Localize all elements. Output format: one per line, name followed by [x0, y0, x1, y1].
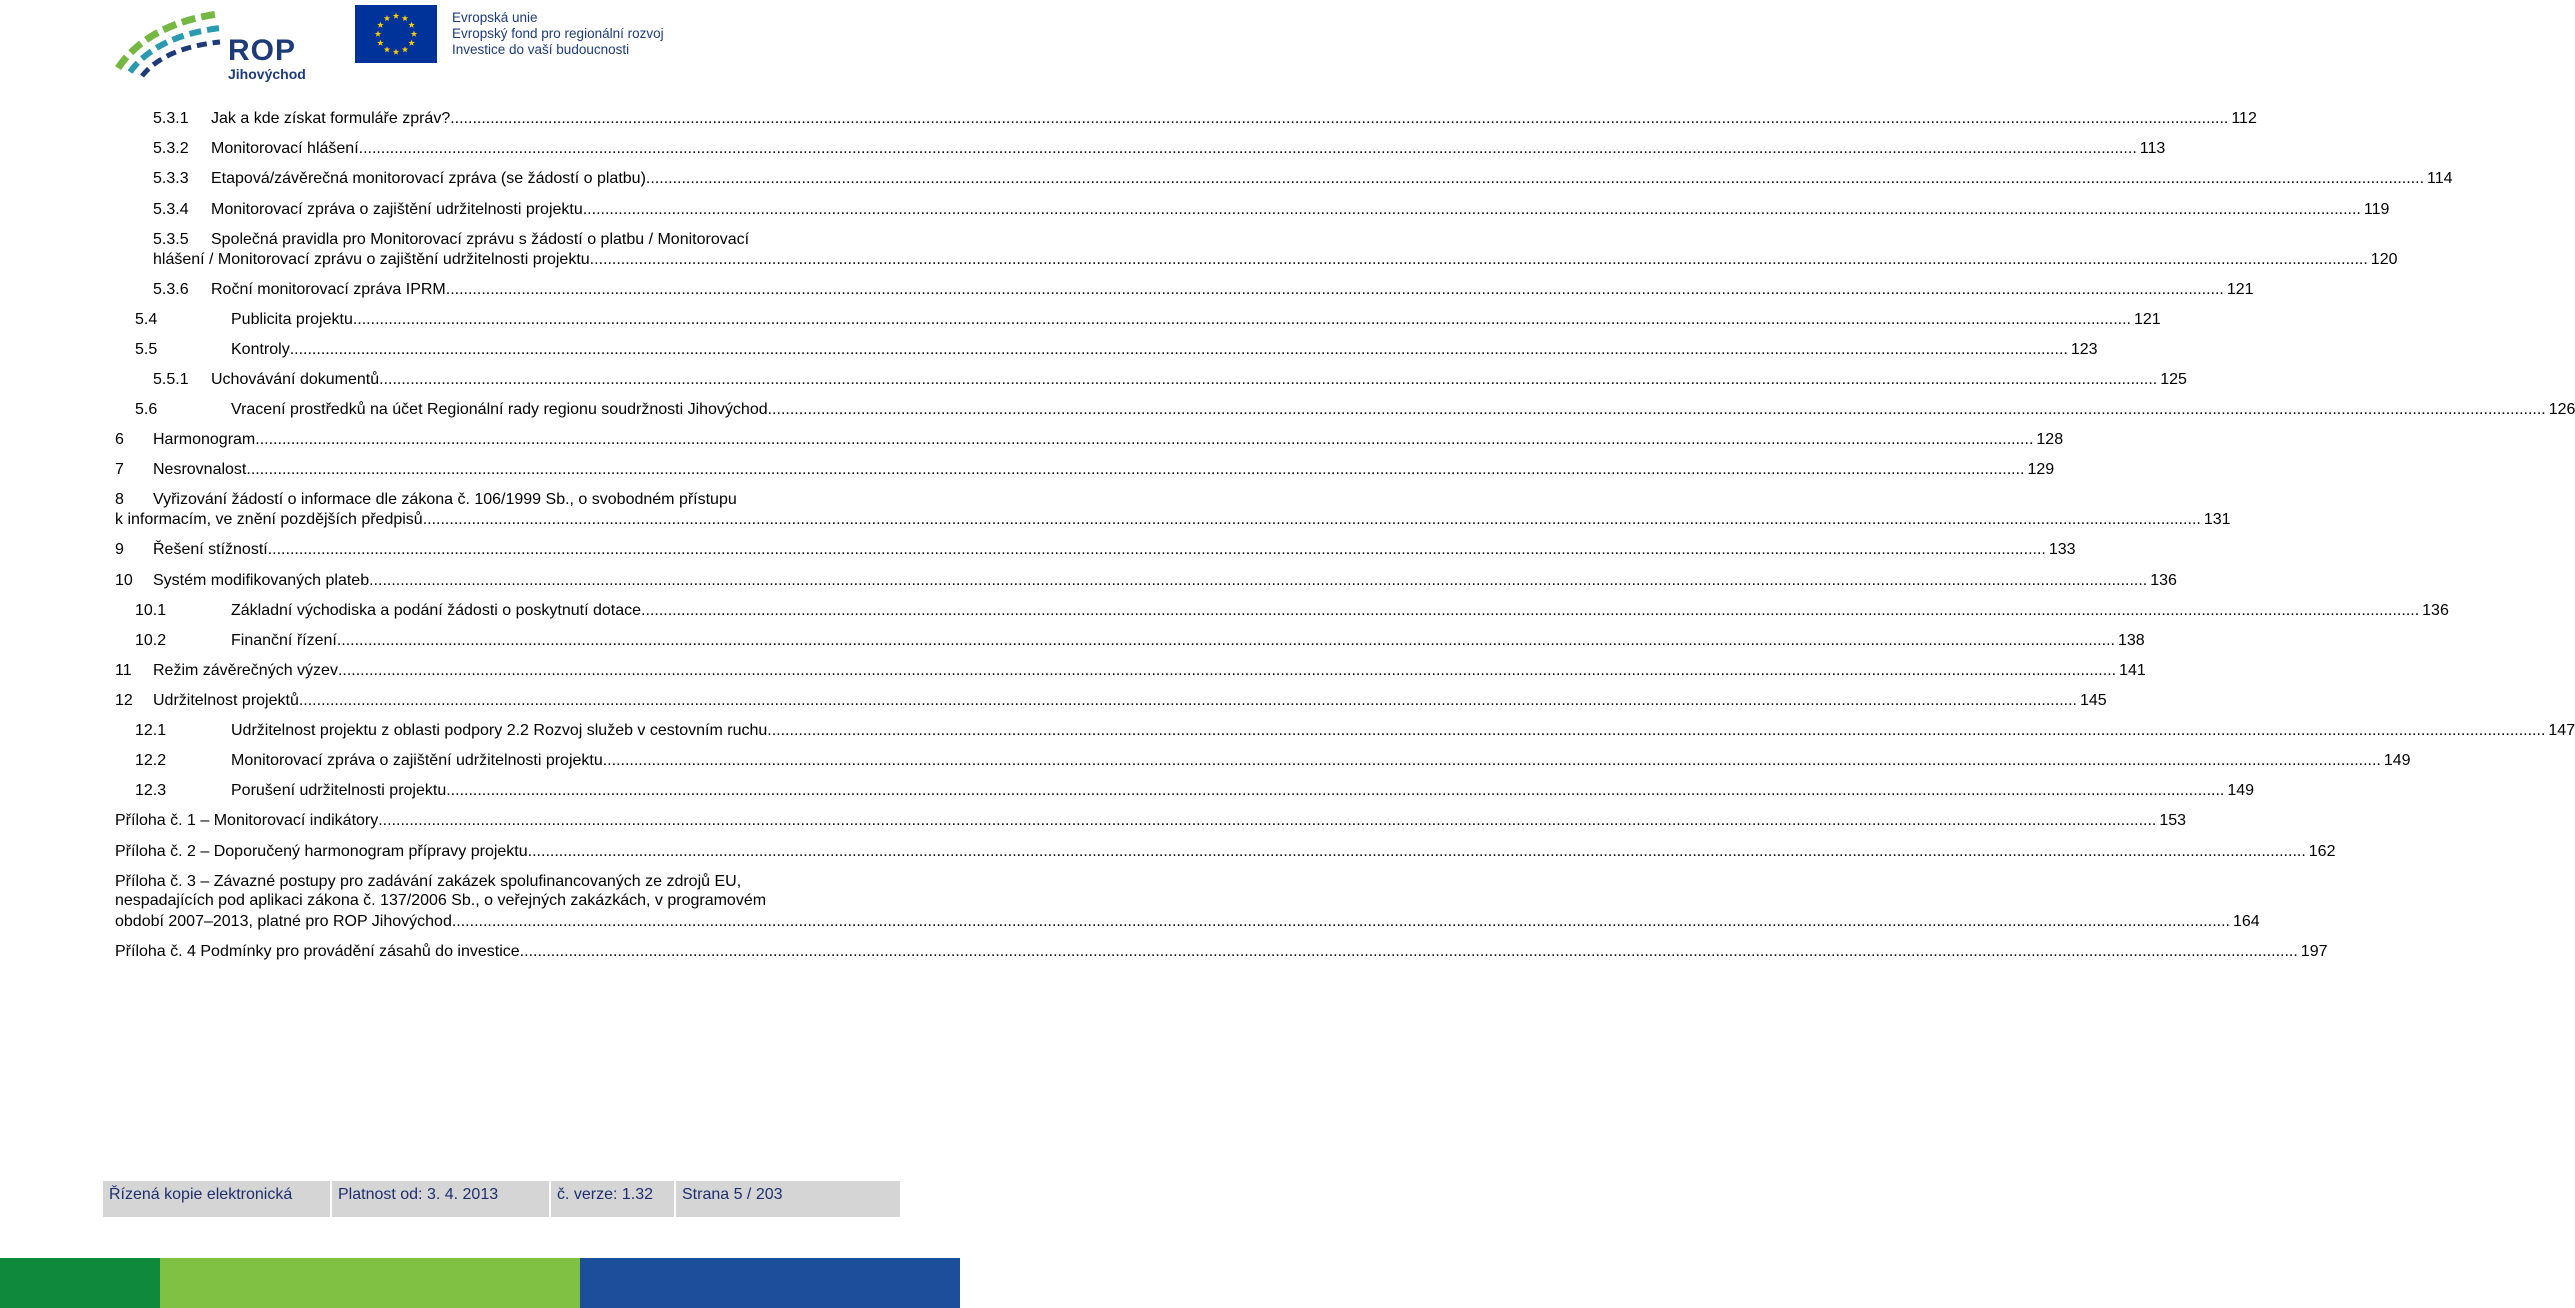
toc-entry-page[interactable]: 138	[2117, 632, 2145, 649]
toc-entry-number: 5.3.4	[153, 201, 189, 218]
toc-entry-page[interactable]: 129	[2027, 461, 2055, 478]
toc-entry-number: 7	[115, 461, 124, 478]
toc-entry-title-line[interactable]: Příloha č. 3 – Závazné postupy pro zadávání zakázek spolufinancovaných ze zdrojů EU,	[115, 873, 742, 890]
toc-entry-title[interactable]: Jak a kde získat formuláře zpráv?	[211, 110, 451, 127]
toc-dot-leader: ................................................................................................................................................................................................................................................................................................................................................................................................................	[337, 662, 2117, 679]
toc-entry-page[interactable]: 149	[2383, 752, 2411, 769]
toc-entry-title[interactable]: Roční monitorovací zpráva IPRM	[211, 281, 446, 298]
footer-version: č. verze: 1.32	[551, 1181, 674, 1217]
toc-dot-leader: ................................................................................................................................................................................................................................................................................................................................................................................................................	[379, 371, 2158, 388]
toc-dot-leader: ................................................................................................................................................................................................................................................................................................................................................................................................................	[602, 752, 2381, 769]
toc-entry-title[interactable]: Publicita projektu	[231, 311, 353, 328]
toc-entry-title[interactable]: Harmonogram	[153, 431, 256, 448]
toc-entry-title-line[interactable]: nespadajících pod aplikaci zákona č. 137/2006 Sb., o veřejných zakázkách, v programovém	[115, 892, 767, 909]
toc-entry-page[interactable]: 162	[2308, 843, 2336, 860]
toc-entry-page[interactable]: 112	[2231, 110, 2257, 127]
toc-entry-title[interactable]: Příloha č. 1 – Monitorovací indikátory	[115, 812, 379, 829]
toc-dot-leader: ................................................................................................................................................................................................................................................................................................................................................................................................................	[255, 431, 2034, 448]
toc-entry-title[interactable]: Monitorovací zpráva o zajištění udržitelnosti projektu	[231, 752, 603, 769]
toc-dot-leader: ................................................................................................................................................................................................................................................................................................................................................................................................................	[369, 572, 2148, 589]
toc-entry-title[interactable]: Systém modifikovaných plateb	[153, 572, 370, 589]
toc-dot-leader: ................................................................................................................................................................................................................................................................................................................................................................................................................	[352, 311, 2131, 328]
toc-dot-leader: ................................................................................................................................................................................................................................................................................................................................................................................................................	[641, 602, 2420, 619]
bar-segment-dark-green	[0, 1258, 160, 1308]
toc-entry-title[interactable]: Vracení prostředků na účet Regionální rady regionu soudržnosti Jihovýchod	[231, 401, 768, 418]
toc-entry-title-line[interactable]: Společná pravidla pro Monitorovací zprávu s žádostí o platbu / Monitorovací	[211, 231, 750, 248]
toc-dot-leader: ................................................................................................................................................................................................................................................................................................................................................................................................................	[446, 782, 2225, 799]
toc-entry-title[interactable]: hlášení / Monitorovací zprávu o zajištění udržitelnosti projektu	[153, 251, 590, 268]
bar-segment-blue	[580, 1258, 960, 1308]
toc-entry-number: 10.2	[135, 632, 167, 649]
toc-dot-leader: ................................................................................................................................................................................................................................................................................................................................................................................................................	[589, 251, 2368, 268]
toc-entry-number: 10.1	[135, 602, 167, 619]
toc-entry-page[interactable]: 133	[2048, 541, 2076, 558]
toc-entry-number: 5.3.2	[153, 140, 189, 157]
toc-entry-page[interactable]: 120	[2370, 251, 2398, 268]
toc-dot-leader: ................................................................................................................................................................................................................................................................................................................................................................................................................	[289, 341, 2068, 358]
toc-entry-page[interactable]: 125	[2160, 371, 2187, 388]
toc-dot-leader: ................................................................................................................................................................................................................................................................................................................................................................................................................	[645, 170, 2425, 187]
eu-fund-text	[452, 10, 664, 58]
footer-validity: Platnost od: 3. 4. 2013	[332, 1181, 549, 1217]
toc-entry-page[interactable]: 131	[2203, 511, 2231, 528]
eu-line-3: Investice do vaší budoucnosti	[452, 42, 630, 57]
toc-entry-number: 12.2	[135, 752, 167, 769]
toc-dot-leader: ................................................................................................................................................................................................................................................................................................................................................................................................................	[267, 541, 2046, 558]
toc-entry-page[interactable]: 153	[2159, 812, 2187, 829]
toc-dot-leader: ................................................................................................................................................................................................................................................................................................................................................................................................................	[582, 201, 2361, 218]
footer-page-number: Strana 5 / 203	[676, 1181, 900, 1217]
toc-entry-page[interactable]: 197	[2300, 943, 2328, 960]
bar-segment-light-green	[160, 1258, 580, 1308]
toc-entry-title[interactable]: Etapová/závěrečná monitorovací zpráva (se žádostí o platbu)	[211, 170, 646, 187]
toc-entry-page[interactable]: 141	[2119, 662, 2146, 679]
toc-entry-title[interactable]: Kontroly	[231, 341, 290, 358]
toc-entry-number: 11	[115, 662, 132, 679]
toc-entry-page[interactable]: 113	[2139, 140, 2166, 157]
toc-entry-number: 5.3.5	[153, 231, 189, 248]
toc-entry-title[interactable]: Řešení stížností	[153, 541, 268, 558]
toc-entry-number: 8	[115, 491, 124, 508]
toc-dot-leader: ................................................................................................................................................................................................................................................................................................................................................................................................................	[246, 461, 2025, 478]
toc-dot-leader: ................................................................................................................................................................................................................................................................................................................................................................................................................	[336, 632, 2115, 649]
eu-flag-icon	[355, 5, 437, 63]
toc-entry-number: 5.5	[135, 341, 158, 358]
toc-dot-leader: ................................................................................................................................................................................................................................................................................................................................................................................................................	[519, 943, 2298, 960]
toc-entry-page[interactable]: 145	[2079, 692, 2107, 709]
toc-dot-leader: ................................................................................................................................................................................................................................................................................................................................................................................................................	[767, 722, 2546, 739]
toc-dot-leader: ................................................................................................................................................................................................................................................................................................................................................................................................................	[445, 281, 2224, 298]
toc-entry-number: 5.3.1	[153, 110, 189, 127]
toc-dot-leader: ................................................................................................................................................................................................................................................................................................................................................................................................................	[298, 692, 2077, 709]
bottom-color-bar	[0, 1258, 960, 1308]
toc-dot-leader: ................................................................................................................................................................................................................................................................................................................................................................................................................	[450, 110, 2229, 127]
toc-entry-page[interactable]: 119	[2363, 201, 2390, 218]
toc-entry-number: 5.5.1	[153, 371, 189, 388]
toc-dot-leader: ................................................................................................................................................................................................................................................................................................................................................................................................................	[767, 401, 2546, 418]
toc-entry-number: 5.3.3	[153, 170, 189, 187]
toc-entry-number: 9	[115, 541, 124, 558]
page-footer	[103, 1181, 902, 1217]
toc-entry-number: 12.1	[135, 722, 167, 739]
toc-entry-page[interactable]: 121	[2133, 311, 2161, 328]
toc-entry-title[interactable]: Monitorovací hlášení	[211, 140, 359, 157]
toc-entry-title-line[interactable]: Vyřizování žádostí o informace dle zákona č. 106/1999 Sb., o svobodném přístupu	[153, 491, 737, 508]
toc-entry-page[interactable]: 123	[2070, 341, 2098, 358]
toc-entry-title[interactable]: Udržitelnost projektu z oblasti podpory 2.2 Rozvoj služeb v cestovním ruchu	[231, 722, 768, 739]
toc-entry-title[interactable]: Režim závěrečných výzev	[153, 662, 338, 679]
toc-entry-title[interactable]: Příloha č. 4 Podmínky pro provádění zásahů do investice	[115, 943, 520, 960]
toc-entry-page[interactable]: 147	[2548, 722, 2575, 739]
toc-dot-leader: ................................................................................................................................................................................................................................................................................................................................................................................................................	[527, 843, 2306, 860]
toc-entry-title[interactable]: Porušení udržitelnosti projektu	[231, 782, 447, 799]
toc-entry-page[interactable]: 126	[2548, 401, 2575, 418]
toc-entry-title[interactable]: období 2007–2013, platné pro ROP Jihovýchod	[115, 913, 452, 930]
toc-entry-title[interactable]: Udržitelnost projektů	[153, 692, 299, 709]
toc-entry-page[interactable]: 136	[2150, 572, 2177, 589]
toc-entry-title[interactable]: Monitorovací zpráva o zajištění udržitelnosti projektu	[211, 201, 583, 218]
toc-dot-leader: ................................................................................................................................................................................................................................................................................................................................................................................................................	[358, 140, 2137, 157]
page-header	[0, 0, 960, 90]
toc-entry-number: 10	[115, 572, 133, 589]
toc-entry-title[interactable]: Uchovávání dokumentů	[211, 371, 380, 388]
toc-dot-leader: ................................................................................................................................................................................................................................................................................................................................................................................................................	[378, 812, 2157, 829]
toc-entry-number: 12.3	[135, 782, 167, 799]
toc-entry-number: 5.6	[135, 401, 158, 418]
toc-entry-page[interactable]: 128	[2036, 431, 2064, 448]
toc-entry-page[interactable]: 121	[2226, 281, 2254, 298]
toc-entry-page[interactable]: 149	[2227, 782, 2255, 799]
toc-entry-page[interactable]: 164	[2232, 913, 2260, 930]
toc-dot-leader: ................................................................................................................................................................................................................................................................................................................................................................................................................	[451, 913, 2230, 930]
toc-entry-number: 5.3.6	[153, 281, 189, 298]
footer-document-type: Řízená kopie elektronická	[103, 1181, 330, 1217]
toc-entry-number: 6	[115, 431, 124, 448]
toc-entry-page[interactable]: 114	[2427, 170, 2453, 187]
eu-line-2: Evropský fond pro regionální rozvoj	[452, 26, 664, 41]
toc-entry-title[interactable]: Finanční řízení	[231, 632, 337, 649]
toc-entry-number: 5.4	[135, 311, 158, 328]
rop-logo-text: ROP	[228, 34, 297, 67]
toc-entry-title[interactable]: k informacím, ve znění pozdějších předpisů	[115, 511, 423, 528]
toc-dot-leader: ................................................................................................................................................................................................................................................................................................................................................................................................................	[422, 511, 2201, 528]
toc-entry-title[interactable]: Nesrovnalost	[153, 461, 247, 478]
toc-entry-page[interactable]: 136	[2422, 602, 2449, 619]
rop-logo-region: Jihovýchod	[228, 66, 306, 82]
eu-line-1: Evropská unie	[452, 10, 538, 25]
toc-entry-title[interactable]: Příloha č. 2 – Doporučený harmonogram přípravy projektu	[115, 843, 528, 860]
toc-entry-number: 12	[115, 692, 133, 709]
toc-entry-title[interactable]: Základní východiska a podání žádosti o poskytnutí dotace	[231, 602, 642, 619]
